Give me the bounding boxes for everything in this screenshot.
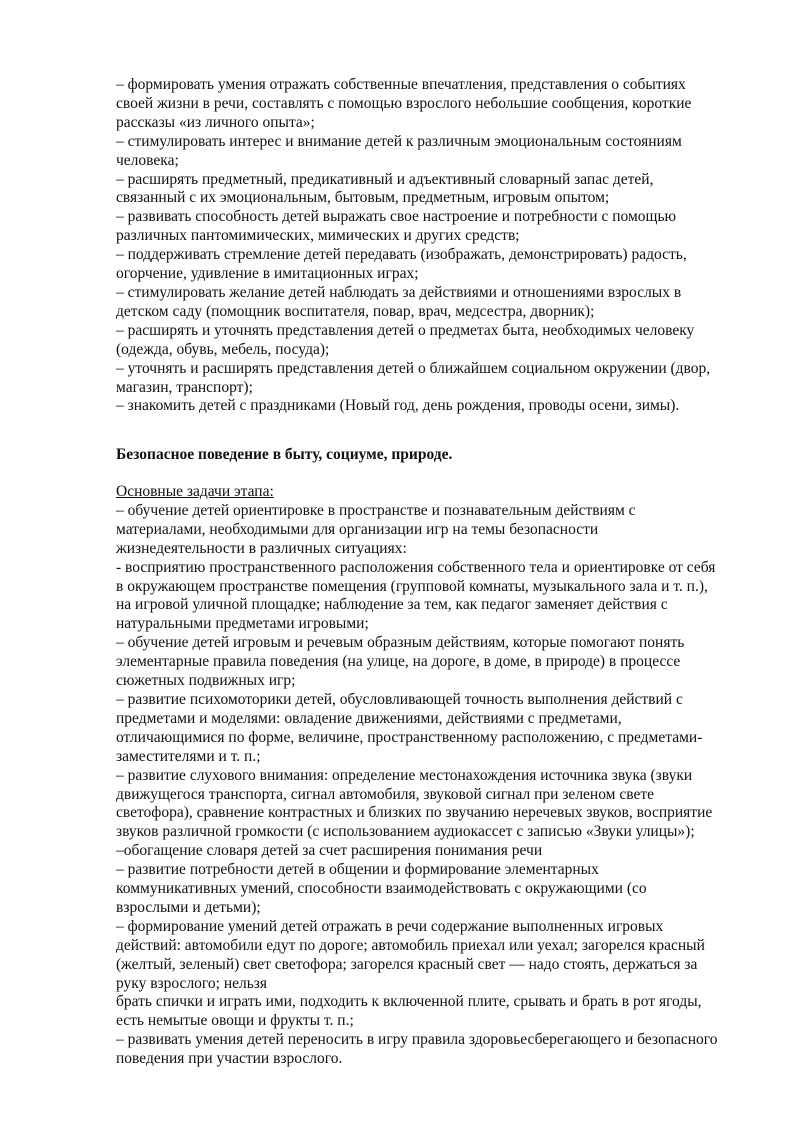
text-line: (одежда, обувь, мебель, посуда); bbox=[116, 340, 330, 358]
text-line: действий: автомобили едут по дороге; автомобиль приехал или уехал; загорелся красный bbox=[116, 936, 705, 954]
text-line: элементарные правила поведения (на улице, на дороге, в доме, в природе) в процессе bbox=[116, 653, 681, 671]
text-line: движущегося транспорта, сигнал автомобиля, звуковой сигнал при зеленом свете bbox=[116, 785, 655, 803]
text-line: – расширять предметный, предикативный и адъективный словарный запас детей, bbox=[116, 170, 654, 188]
text-line: – стимулировать интерес и внимание детей к различным эмоциональным состояниям bbox=[116, 132, 682, 150]
text-line: – знакомить детей с праздниками (Новый год, день рождения, проводы осени, зимы). bbox=[116, 397, 680, 415]
text-line: рассказы «из личного опыта»; bbox=[116, 113, 315, 131]
section-subheading: Основные задачи этапа: bbox=[116, 483, 274, 500]
text-line: - восприятию пространственного расположения собственного тела и ориентировке от себя bbox=[116, 558, 716, 576]
text-line: человека; bbox=[116, 151, 179, 169]
text-line: есть немытые овощи и фрукты т. п.; bbox=[116, 1012, 354, 1030]
text-line: взрослыми и детьми); bbox=[116, 898, 261, 916]
text-line: отличающимися по форме, величине, пространственному расположению, с предметами- bbox=[116, 728, 703, 746]
text-line: поведения при участии взрослого. bbox=[116, 1050, 343, 1068]
text-line: своей жизни в речи, составлять с помощью взрослого небольшие сообщения, короткие bbox=[116, 94, 692, 112]
text-line: брать спички и играть ими, подходить к включенной плите, срывать и брать в рот ягоды, bbox=[116, 993, 702, 1011]
text-line: – обучение детей игровым и речевым образным действиям, которые помогают понять bbox=[116, 634, 685, 652]
text-line: – развитие слухового внимания: определение местонахождения источника звука (звуки bbox=[116, 766, 693, 784]
text-line: – формирование умений детей отражать в речи содержание выполненных игровых bbox=[116, 917, 664, 935]
text-line: (желтый, зеленый) свет светофора; загорелся красный свет — надо стоять, держаться за bbox=[116, 955, 698, 973]
text-line: связанный с их эмоциональным, бытовым, предметным, игровым опытом; bbox=[116, 189, 610, 207]
task-list-section-1 bbox=[116, 76, 756, 416]
section-heading-block bbox=[116, 446, 756, 465]
text-line: – развитие потребности детей в общении и формирование элементарных bbox=[116, 861, 599, 879]
section-heading: Безопасное поведение в быту, социуме, природе. bbox=[116, 446, 453, 463]
text-line: детском саду (помощник воспитателя, повар, врач, медсестра, дворник); bbox=[116, 302, 595, 320]
task-list-section-2 bbox=[116, 483, 756, 1069]
text-line: – обучение детей ориентировке в пространстве и познавательным действиям с bbox=[116, 501, 636, 519]
text-line: материалами, необходимыми для организации игр на темы безопасности bbox=[116, 520, 599, 538]
text-line: жизнедеятельности в различных ситуациях: bbox=[116, 539, 407, 557]
text-line: различных пантомимических, мимических и других средств; bbox=[116, 227, 520, 245]
text-line: – расширять и уточнять представления детей о предметах быта, необходимых человеку bbox=[116, 321, 695, 339]
text-line: – стимулировать желание детей наблюдать за действиями и отношениями взрослых в bbox=[116, 283, 682, 301]
text-line: светофора), сравнение контрастных и близких по звучанию неречевых звуков, восприятие bbox=[116, 804, 713, 822]
text-line: заместителями и т. п.; bbox=[116, 747, 261, 765]
text-line: – формировать умения отражать собственные впечатления, представления о событиях bbox=[116, 76, 686, 93]
text-line: предметами и моделями: овладение движениями, действиями с предметами, bbox=[116, 709, 622, 727]
text-line: огорчение, удивление в имитационных играх; bbox=[116, 265, 419, 283]
text-line: – поддерживать стремление детей передавать (изображать, демонстрировать) радость, bbox=[116, 246, 687, 264]
text-line: руку взрослого; нельзя bbox=[116, 974, 268, 992]
text-line: на игровой уличной площадке; наблюдение за тем, как педагог заменяет действия с bbox=[116, 596, 668, 614]
text-line: –обогащение словаря детей за счет расширения понимания речи bbox=[116, 842, 543, 860]
text-line: натуральными предметами игровыми; bbox=[116, 615, 369, 633]
text-line: – развивать способность детей выражать свое настроение и потребности с помощью bbox=[116, 208, 677, 226]
text-line: – развивать умения детей переносить в игру правила здоровьесберегающего и безопасного bbox=[116, 1031, 718, 1049]
text-line: магазин, транспорт); bbox=[116, 378, 253, 396]
text-line: – уточнять и расширять представления детей о ближайшем социальном окружении (двор, bbox=[116, 359, 711, 377]
text-line: звуков различной громкости (с использованием аудиокассет с записью «Звуки улицы»); bbox=[116, 823, 695, 841]
text-line: сюжетных подвижных игр; bbox=[116, 672, 296, 690]
text-line: коммуникативных умений, способности взаимодействовать с окружающими (со bbox=[116, 880, 647, 898]
text-line: в окружающем пространстве помещения (групповой комнаты, музыкального зала и т. п.), bbox=[116, 577, 708, 595]
text-line: – развитие психомоторики детей, обусловливающей точность выполнения действий с bbox=[116, 690, 683, 708]
